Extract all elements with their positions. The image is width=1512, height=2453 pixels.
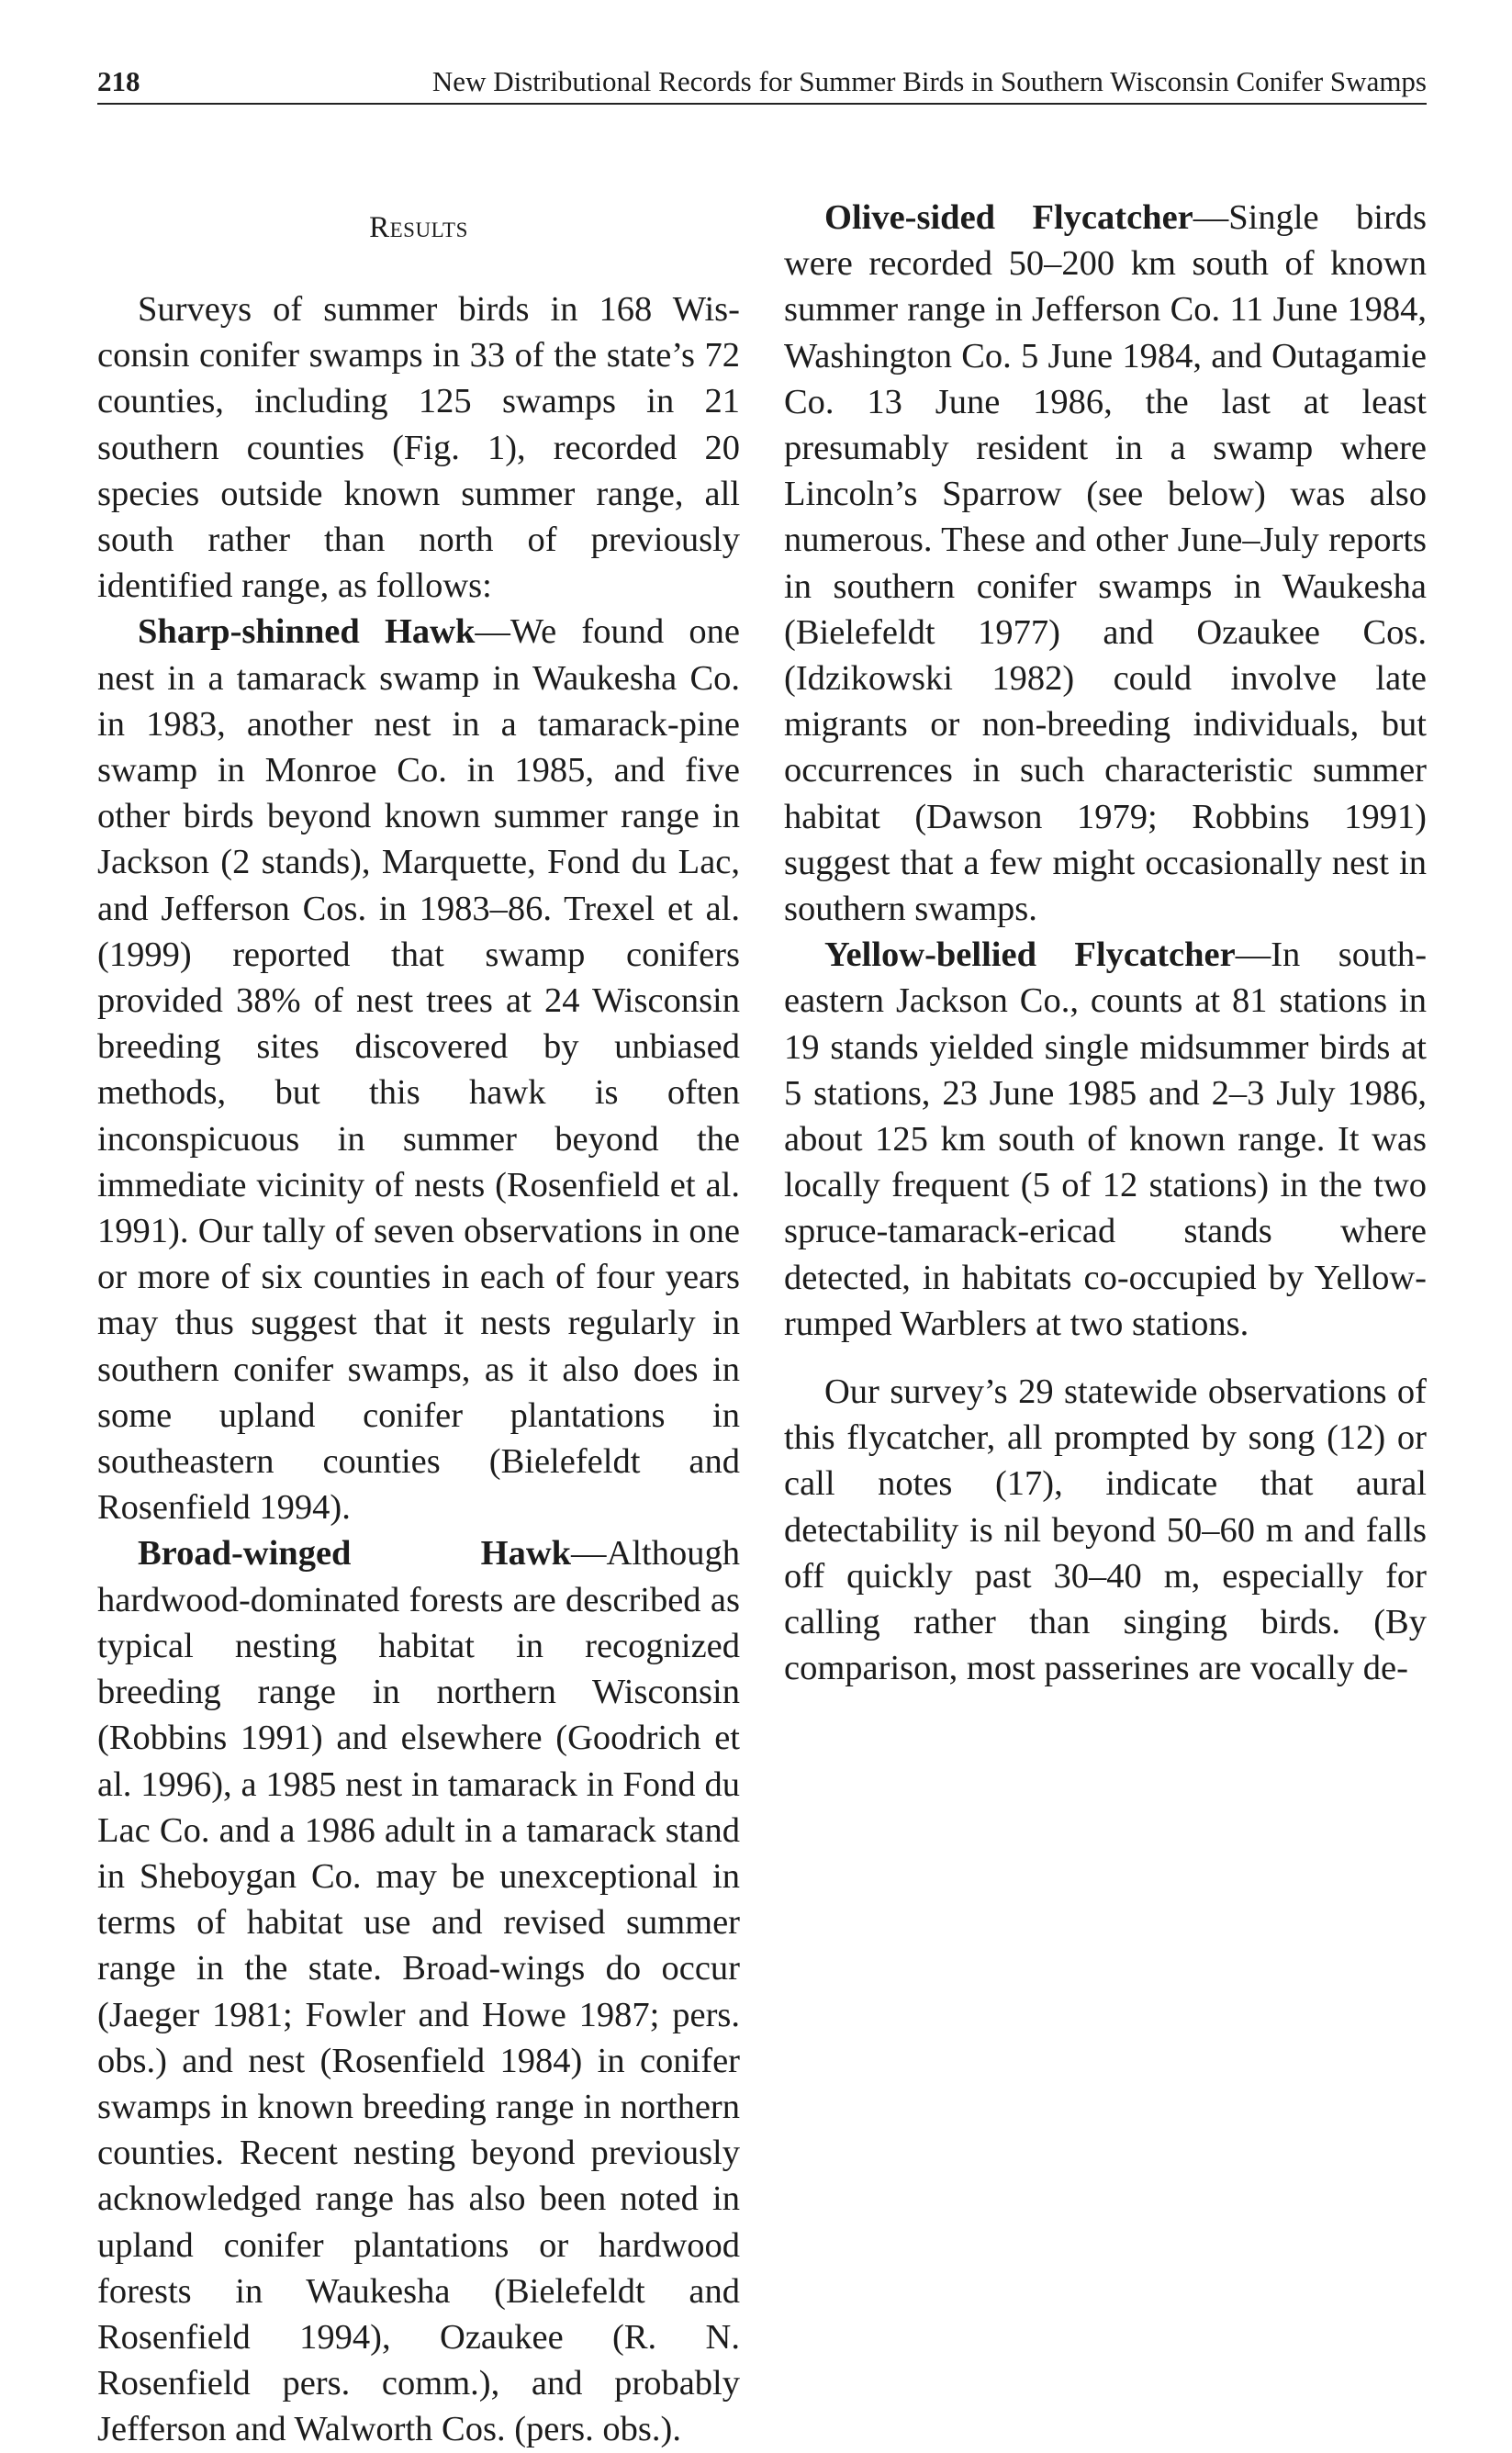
right-column	[784, 195, 1427, 1692]
sharp-shinned-hawk-paragraph	[97, 609, 740, 1530]
species-name-sharp-shinned-hawk: Sharp-shinned Hawk	[138, 612, 476, 652]
left-column	[97, 195, 740, 2453]
species-name-olive-sided-flycatcher: Olive-sided Flycatcher	[824, 198, 1193, 237]
broad-winged-hawk-paragraph	[97, 1530, 740, 2452]
section-heading: Results	[369, 211, 468, 244]
yellow-bellied-flycatcher-paragraph	[784, 932, 1427, 1347]
survey-observations-paragraph: Our survey’s 29 statewide observations of this flycatcher, all prompted by song (12) or call notes (17), indicate that aural detectability is nil beyond 50–60 m and falls off quickly past 30–40 m, especially for calling rather than singing birds. (By comparison, most passerines are vocally de-	[784, 1372, 1427, 1688]
olive-sided-flycatcher-paragraph	[784, 195, 1427, 932]
sharp-shinned-hawk-text: —We found one nest in a tamarack swamp in Waukesha Co. in 1983, another nest in a tamarack-pine swamp in Monroe Co. in 1985, and five other birds beyond known summer range in Jackson (2 stands), Marquette, Fond du Lac, and Jefferson Cos. in 1983–86. Trexel et al. (1999) reported that swamp conifers provided 38% of nest trees at 24 Wisconsin breeding sites discovered by unbiased methods, but this hawk is often inconspicuous in summer beyond the immediate vicinity of nests (Rosenfield et al. 1991). Our tally of seven observations in one or more of six counties in each of four years may thus suggest that it nests regularly in southern conifer swamps, as it also does in some upland conifer plantations in southeastern counties (Bielefeldt and Rosenfield 1994).	[97, 612, 740, 1528]
running-head	[97, 61, 1427, 105]
species-name-yellow-bellied-flycatcher: Yellow-bellied Flycatcher	[824, 935, 1236, 975]
yellow-bellied-flycatcher-text: —In southeastern Jackson Co., counts at 81 stations in 19 stands yielded single midsummer birds at 5 stations, 23 June 1985 and 2–3 July 1986, about 125 km south of known range. It was locally frequent (5 of 12 stations) in the two spruce-tamarack-ericad stands where detected, in habitats co-occupied by Yellow-rumped Warblers at two stations.	[784, 935, 1428, 1343]
results-intro-paragraph: Surveys of summer birds in 168 Wisconsin conifer swamps in 33 of the state’s 72 counties, including 125 swamps in 21 southern counties (Fig. 1), recorded 20 species outside known summer range, all south rather than north of previously identified range, as follows:	[97, 290, 740, 606]
page-number: 218	[97, 65, 140, 97]
broad-winged-hawk-text: —Although hardwood-dominated forests are described as typical nesting habitat in recognized breeding range in northern Wisconsin (Robbins 1991) and elsewhere (Goodrich et al. 1996), a 1985 nest in tamarack in Fond du Lac Co. and a 1986 adult in a tamarack stand in Sheboygan Co. may be unexceptional in terms of habitat use and revised summer range in the state. Broad-wings do occur (Jaeger 1981; Fowler and Howe 1987; pers. obs.) and nest (Rosenfield 1984) in conifer swamps in known breeding range in northern counties. Recent nesting beyond previously acknowledged range has also been noted in upland conifer plantations or hardwood forests in Waukesha (Bielefeldt and Rosenfield 1994), Ozaukee (R. N. Rosenfield pers. comm.), and probably Jefferson and Walworth Cos. (pers. obs.).	[97, 1534, 740, 2449]
species-name-broad-winged-hawk: Broad-winged Hawk	[138, 1534, 572, 1574]
running-title: New Distributional Records for Summer Birds in Southern Wisconsin Conifer Swamps	[431, 65, 1427, 97]
olive-sided-flycatcher-text: —Single birds were recorded 50–200 km south of known summer range in Jefferson Co. 11 June 1984, Washington Co. 5 June 1984, and Outagamie Co. 13 June 1986, the last at least presumably resident in a swamp where Lincoln’s Sparrow (see below) was also numerous. These and other June–July reports in southern conifer swamps in Waukesha (Bielefeldt 1977) and Ozaukee Cos. (Idzikowski 1982) could involve late migrants or non-breeding individuals, but occurrences in such characteristic summer habitat (Dawson 1979; Robbins 1991) suggest that a few might occasionally nest in southern swamps.	[784, 198, 1427, 929]
